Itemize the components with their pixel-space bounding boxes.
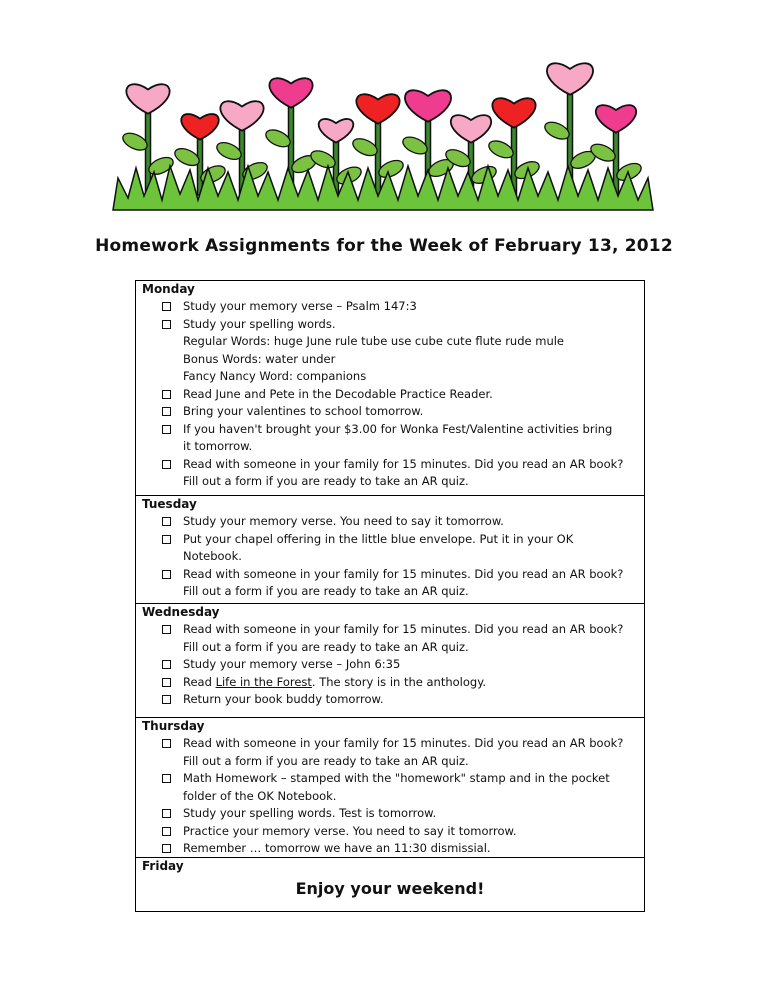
item-text: Practice your memory verse. You need to say it tomorrow. xyxy=(183,823,517,838)
item-text-part: Read xyxy=(183,674,216,689)
item-text: Study your memory verse – Psalm 147:3 xyxy=(183,299,417,313)
item-text: Study your spelling words. Test is tomorrow. xyxy=(183,806,437,820)
item-text: Remember … tomorrow we have an 11:30 dismissial. xyxy=(183,841,491,855)
item-text: it tomorrow. xyxy=(183,439,253,453)
checklist-item xyxy=(136,621,644,656)
checklist-item xyxy=(136,735,644,770)
item-text: Put your chapel offering in the little blue envelope. Put it in your OK xyxy=(183,531,574,546)
checklist-item xyxy=(136,531,644,566)
day-name: Tuesday xyxy=(142,497,197,511)
item-text: Bonus Words: water under xyxy=(183,351,336,366)
checkbox-icon[interactable] xyxy=(162,844,171,853)
day-tuesday xyxy=(136,496,644,604)
checklist-item xyxy=(136,805,644,823)
item-text: Bring your valentines to school tomorrow. xyxy=(183,404,424,418)
heart-icon xyxy=(269,78,312,107)
heart-icon xyxy=(547,63,593,94)
checkbox-icon[interactable] xyxy=(162,570,171,579)
day-wednesday xyxy=(136,604,644,718)
day-name: Friday xyxy=(142,859,184,873)
heart-icon xyxy=(596,105,636,133)
item-text: If you haven't brought your $3.00 for Wonka Fest/Valentine activities bring xyxy=(183,421,613,436)
book-title: Life in the Forest xyxy=(215,674,312,689)
item-text-part: . The story is in the anthology. xyxy=(311,674,487,689)
day-thursday xyxy=(136,718,644,858)
item-text: Study your memory verse. You need to say it tomorrow. xyxy=(183,514,504,528)
checkbox-icon[interactable] xyxy=(162,809,171,818)
item-text: Return your book buddy tomorrow. xyxy=(183,692,384,706)
item-text: Notebook. xyxy=(183,549,242,563)
checklist-item xyxy=(136,421,644,456)
item-text: Fancy Nancy Word: companions xyxy=(183,369,367,383)
day-name: Monday xyxy=(142,282,195,296)
heart-icon xyxy=(492,98,535,127)
heart-icon xyxy=(451,115,491,143)
heart-icon xyxy=(181,114,218,140)
item-text: Fill out a form if you are ready to take an AR quiz. xyxy=(183,474,469,488)
checkbox-icon[interactable] xyxy=(162,625,171,634)
item-text: Study your memory verse – John 6:35 xyxy=(183,657,401,671)
item-text: Read with someone in your family for 15 minutes. Did you read an AR book? xyxy=(183,736,624,750)
day-friday xyxy=(136,858,644,917)
page-title: Homework Assignments for the Week of February 13, 2012 xyxy=(95,236,673,256)
checklist-item xyxy=(136,566,644,601)
item-text: Read with someone in your family for 15 minutes. Did you read an AR book? xyxy=(183,566,624,581)
checklist-item xyxy=(136,823,644,841)
day-monday xyxy=(136,281,644,496)
day-name: Thursday xyxy=(142,719,205,733)
item-text: Study your spelling words. xyxy=(183,316,336,331)
heart-icon xyxy=(319,119,354,143)
item-text: Read with someone in your family for 15 minutes. Did you read an AR book? xyxy=(183,622,624,636)
checklist-item xyxy=(136,386,644,404)
heart-icon xyxy=(405,90,451,121)
heart-icon xyxy=(356,94,399,123)
checkbox-icon[interactable] xyxy=(162,302,171,311)
checkbox-icon[interactable] xyxy=(162,695,171,704)
checkbox-icon[interactable] xyxy=(162,407,171,416)
checklist-item xyxy=(136,674,644,692)
checkbox-icon[interactable] xyxy=(162,320,171,329)
checkbox-icon[interactable] xyxy=(162,390,171,399)
checkbox-icon[interactable] xyxy=(162,827,171,836)
checkbox-icon[interactable] xyxy=(162,517,171,526)
checklist-item xyxy=(136,840,644,858)
heart-icon xyxy=(126,84,169,113)
checkbox-icon[interactable] xyxy=(162,535,171,544)
item-text: Regular Words: huge June rule tube use cube cute flute rude mule xyxy=(183,334,565,348)
day-name: Wednesday xyxy=(142,605,220,619)
item-text: Read June and Pete in the Decodable Practice Reader. xyxy=(183,386,493,401)
item-text: Fill out a form if you are ready to take an AR quiz. xyxy=(183,639,469,654)
checkbox-icon[interactable] xyxy=(162,678,171,687)
weekend-message: Enjoy your weekend! xyxy=(295,879,485,898)
checklist-item xyxy=(136,691,644,709)
item-text: Math Homework – stamped with the "homework" stamp and in the pocket xyxy=(183,771,610,785)
checklist-item xyxy=(136,403,644,421)
checklist-item xyxy=(136,656,644,674)
checklist-item xyxy=(136,770,644,805)
heart-flowers-banner xyxy=(108,50,658,215)
assignments-table xyxy=(135,280,645,912)
item-text: folder of the OK Notebook. xyxy=(183,788,337,803)
checkbox-icon[interactable] xyxy=(162,739,171,748)
item-text: Read with someone in your family for 15 minutes. Did you read an AR book? xyxy=(183,456,624,471)
checklist-item xyxy=(136,513,644,531)
item-text: Fill out a form if you are ready to take an AR quiz. xyxy=(183,584,469,598)
checkbox-icon[interactable] xyxy=(162,660,171,669)
checkbox-icon[interactable] xyxy=(162,774,171,783)
checklist-item xyxy=(136,316,644,386)
checklist-item xyxy=(136,456,644,491)
checkbox-icon[interactable] xyxy=(162,425,171,434)
item-text xyxy=(183,674,638,692)
checkbox-icon[interactable] xyxy=(162,460,171,469)
heart-icon xyxy=(220,101,263,130)
checklist-item xyxy=(136,298,644,316)
item-text: Fill out a form if you are ready to take an AR quiz. xyxy=(183,753,469,768)
